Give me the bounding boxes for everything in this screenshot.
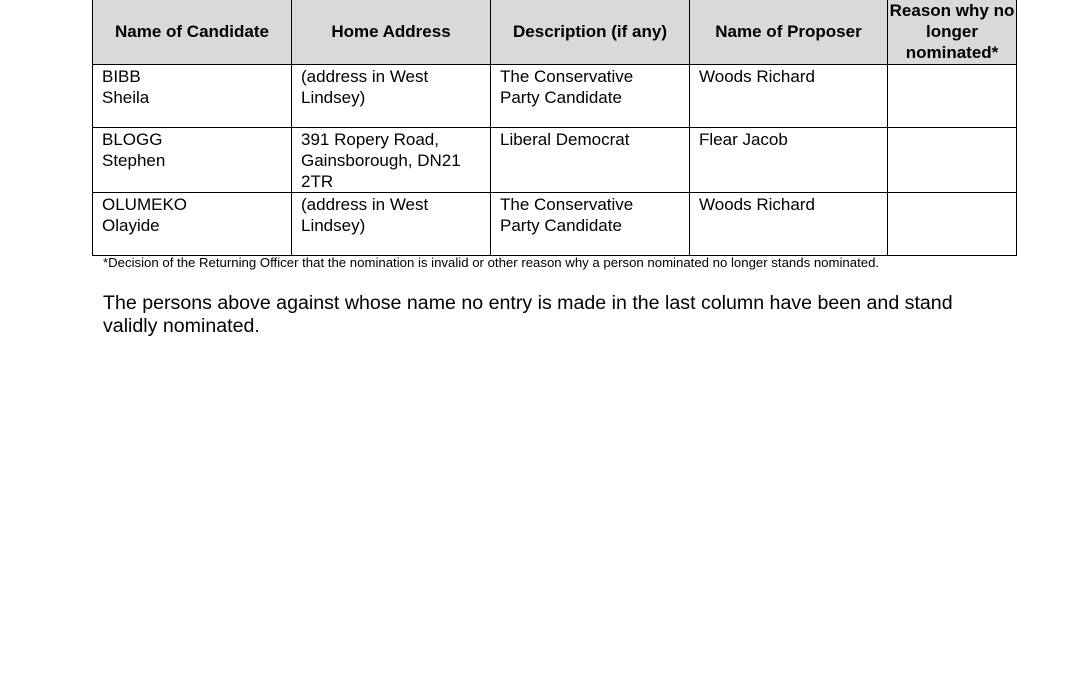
table-header-row xyxy=(93,0,1017,65)
reason-cell xyxy=(888,193,1017,256)
proposer-cell: Woods Richard xyxy=(690,65,888,128)
candidate-surname: OLUMEKO xyxy=(102,195,188,214)
nominations-table xyxy=(92,0,1017,256)
header-name-of-candidate: Name of Candidate xyxy=(93,0,292,65)
home-address-cell: (address in West Lindsey) xyxy=(292,65,491,128)
table-row xyxy=(93,128,1017,193)
home-address-cell: (address in West Lindsey) xyxy=(292,193,491,256)
header-name-of-proposer: Name of Proposer xyxy=(690,0,888,65)
header-reason-no-longer-nominated: Reason why no longer nominated* xyxy=(888,0,1017,65)
candidate-name-cell xyxy=(93,193,292,256)
reason-cell xyxy=(888,128,1017,193)
candidate-forename: Stephen xyxy=(102,151,166,170)
candidate-surname: BIBB xyxy=(102,67,141,86)
candidate-name-cell xyxy=(93,65,292,128)
candidate-name-cell xyxy=(93,128,292,193)
header-home-address: Home Address xyxy=(292,0,491,65)
description-cell: The Conservative Party Candidate xyxy=(491,65,690,128)
footnote: *Decision of the Returning Officer that the nomination is invalid or other reason why a person nominated no longer stands nominated. xyxy=(103,255,880,270)
reason-cell xyxy=(888,65,1017,128)
description-cell: The Conservative Party Candidate xyxy=(491,193,690,256)
table-row xyxy=(93,65,1017,128)
table-row xyxy=(93,193,1017,256)
candidate-surname: BLOGG xyxy=(102,130,163,149)
home-address-cell: 391 Ropery Road, Gainsborough, DN21 2TR xyxy=(292,128,491,193)
proposer-cell: Woods Richard xyxy=(690,193,888,256)
nomination-statement: The persons above against whose name no entry is made in the last column have been and stand validly nominated. xyxy=(103,292,953,337)
description-cell: Liberal Democrat xyxy=(491,128,690,193)
proposer-cell: Flear Jacob xyxy=(690,128,888,193)
candidate-forename: Sheila xyxy=(102,88,150,107)
candidate-forename: Olayide xyxy=(102,216,160,235)
header-description: Description (if any) xyxy=(491,0,690,65)
